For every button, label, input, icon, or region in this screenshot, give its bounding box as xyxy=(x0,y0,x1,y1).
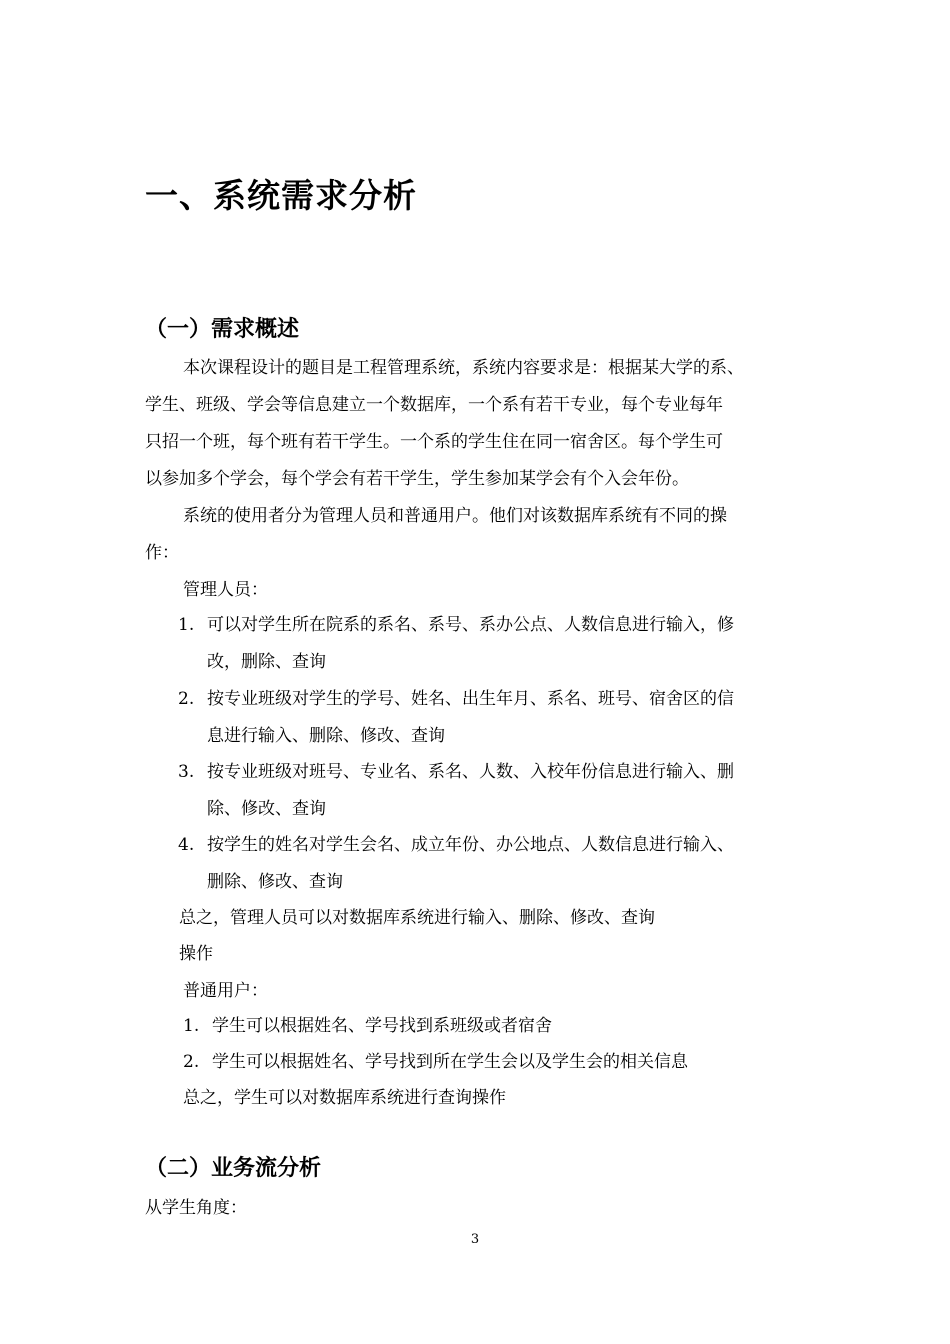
business-flow-first-line: 从学生角度： xyxy=(145,1198,247,1218)
user-item-text: 学生可以根据姓名、学号找到系班级或者宿舍 xyxy=(212,1016,552,1036)
admin-item-text: 按学生的姓名对学生会名、成立年份、办公地点、人数信息进行输入、 xyxy=(207,835,734,855)
admin-item-number: 3. xyxy=(178,762,195,782)
user-item-text: 学生可以根据姓名、学号找到所在学生会以及学生会的相关信息 xyxy=(212,1052,688,1072)
admin-label: 管理人员： xyxy=(183,580,268,600)
admin-item-number: 4. xyxy=(178,835,195,855)
admin-item-text: 按专业班级对学生的学号、姓名、出生年月、系名、班号、宿舍区的信 xyxy=(207,689,734,709)
section-title-requirements: （一）需求概述 xyxy=(145,317,300,342)
user-item-number: 1. xyxy=(183,1016,200,1036)
intro-line: 只招一个班，每个班有若干学生。一个系的学生住在同一宿舍区。每个学生可 xyxy=(145,432,723,452)
admin-item-text: 按专业班级对班号、专业名、系名、人数、入校年份信息进行输入、删 xyxy=(207,762,734,782)
user-label: 普通用户： xyxy=(183,981,268,1001)
user-summary: 总之，学生可以对数据库系统进行查询操作 xyxy=(183,1088,506,1108)
admin-item-text: 息进行输入、删除、修改、查询 xyxy=(207,726,445,746)
admin-item-text: 可以对学生所在院系的系名、系号、系办公点、人数信息进行输入，修 xyxy=(207,615,734,635)
intro-line: 本次课程设计的题目是工程管理系统，系统内容要求是：根据某大学的系、 xyxy=(183,358,744,378)
intro-line: 以参加多个学会，每个学会有若干学生，学生参加某学会有个入会年份。 xyxy=(145,469,689,489)
users-line: 系统的使用者分为管理人员和普通用户。他们对该数据库系统有不同的操 xyxy=(183,506,727,526)
intro-line: 学生、班级、学会等信息建立一个数据库，一个系有若干专业，每个专业每年 xyxy=(145,395,723,415)
chapter-heading: 一、系统需求分析 xyxy=(145,176,417,215)
admin-summary-cont: 操作 xyxy=(179,944,213,964)
user-item-number: 2. xyxy=(183,1052,200,1072)
users-line: 作： xyxy=(145,543,179,563)
page-number: 3 xyxy=(470,1232,480,1247)
section-title-business-flow: （二）业务流分析 xyxy=(145,1156,322,1181)
admin-item-text: 删除、修改、查询 xyxy=(207,872,343,892)
admin-item-number: 2. xyxy=(178,689,195,709)
admin-item-number: 1. xyxy=(178,615,195,635)
admin-item-text: 除、修改、查询 xyxy=(207,799,326,819)
admin-summary: 总之，管理人员可以对数据库系统进行输入、删除、修改、查询 xyxy=(179,908,655,928)
admin-item-text: 改，删除、查询 xyxy=(207,652,326,672)
